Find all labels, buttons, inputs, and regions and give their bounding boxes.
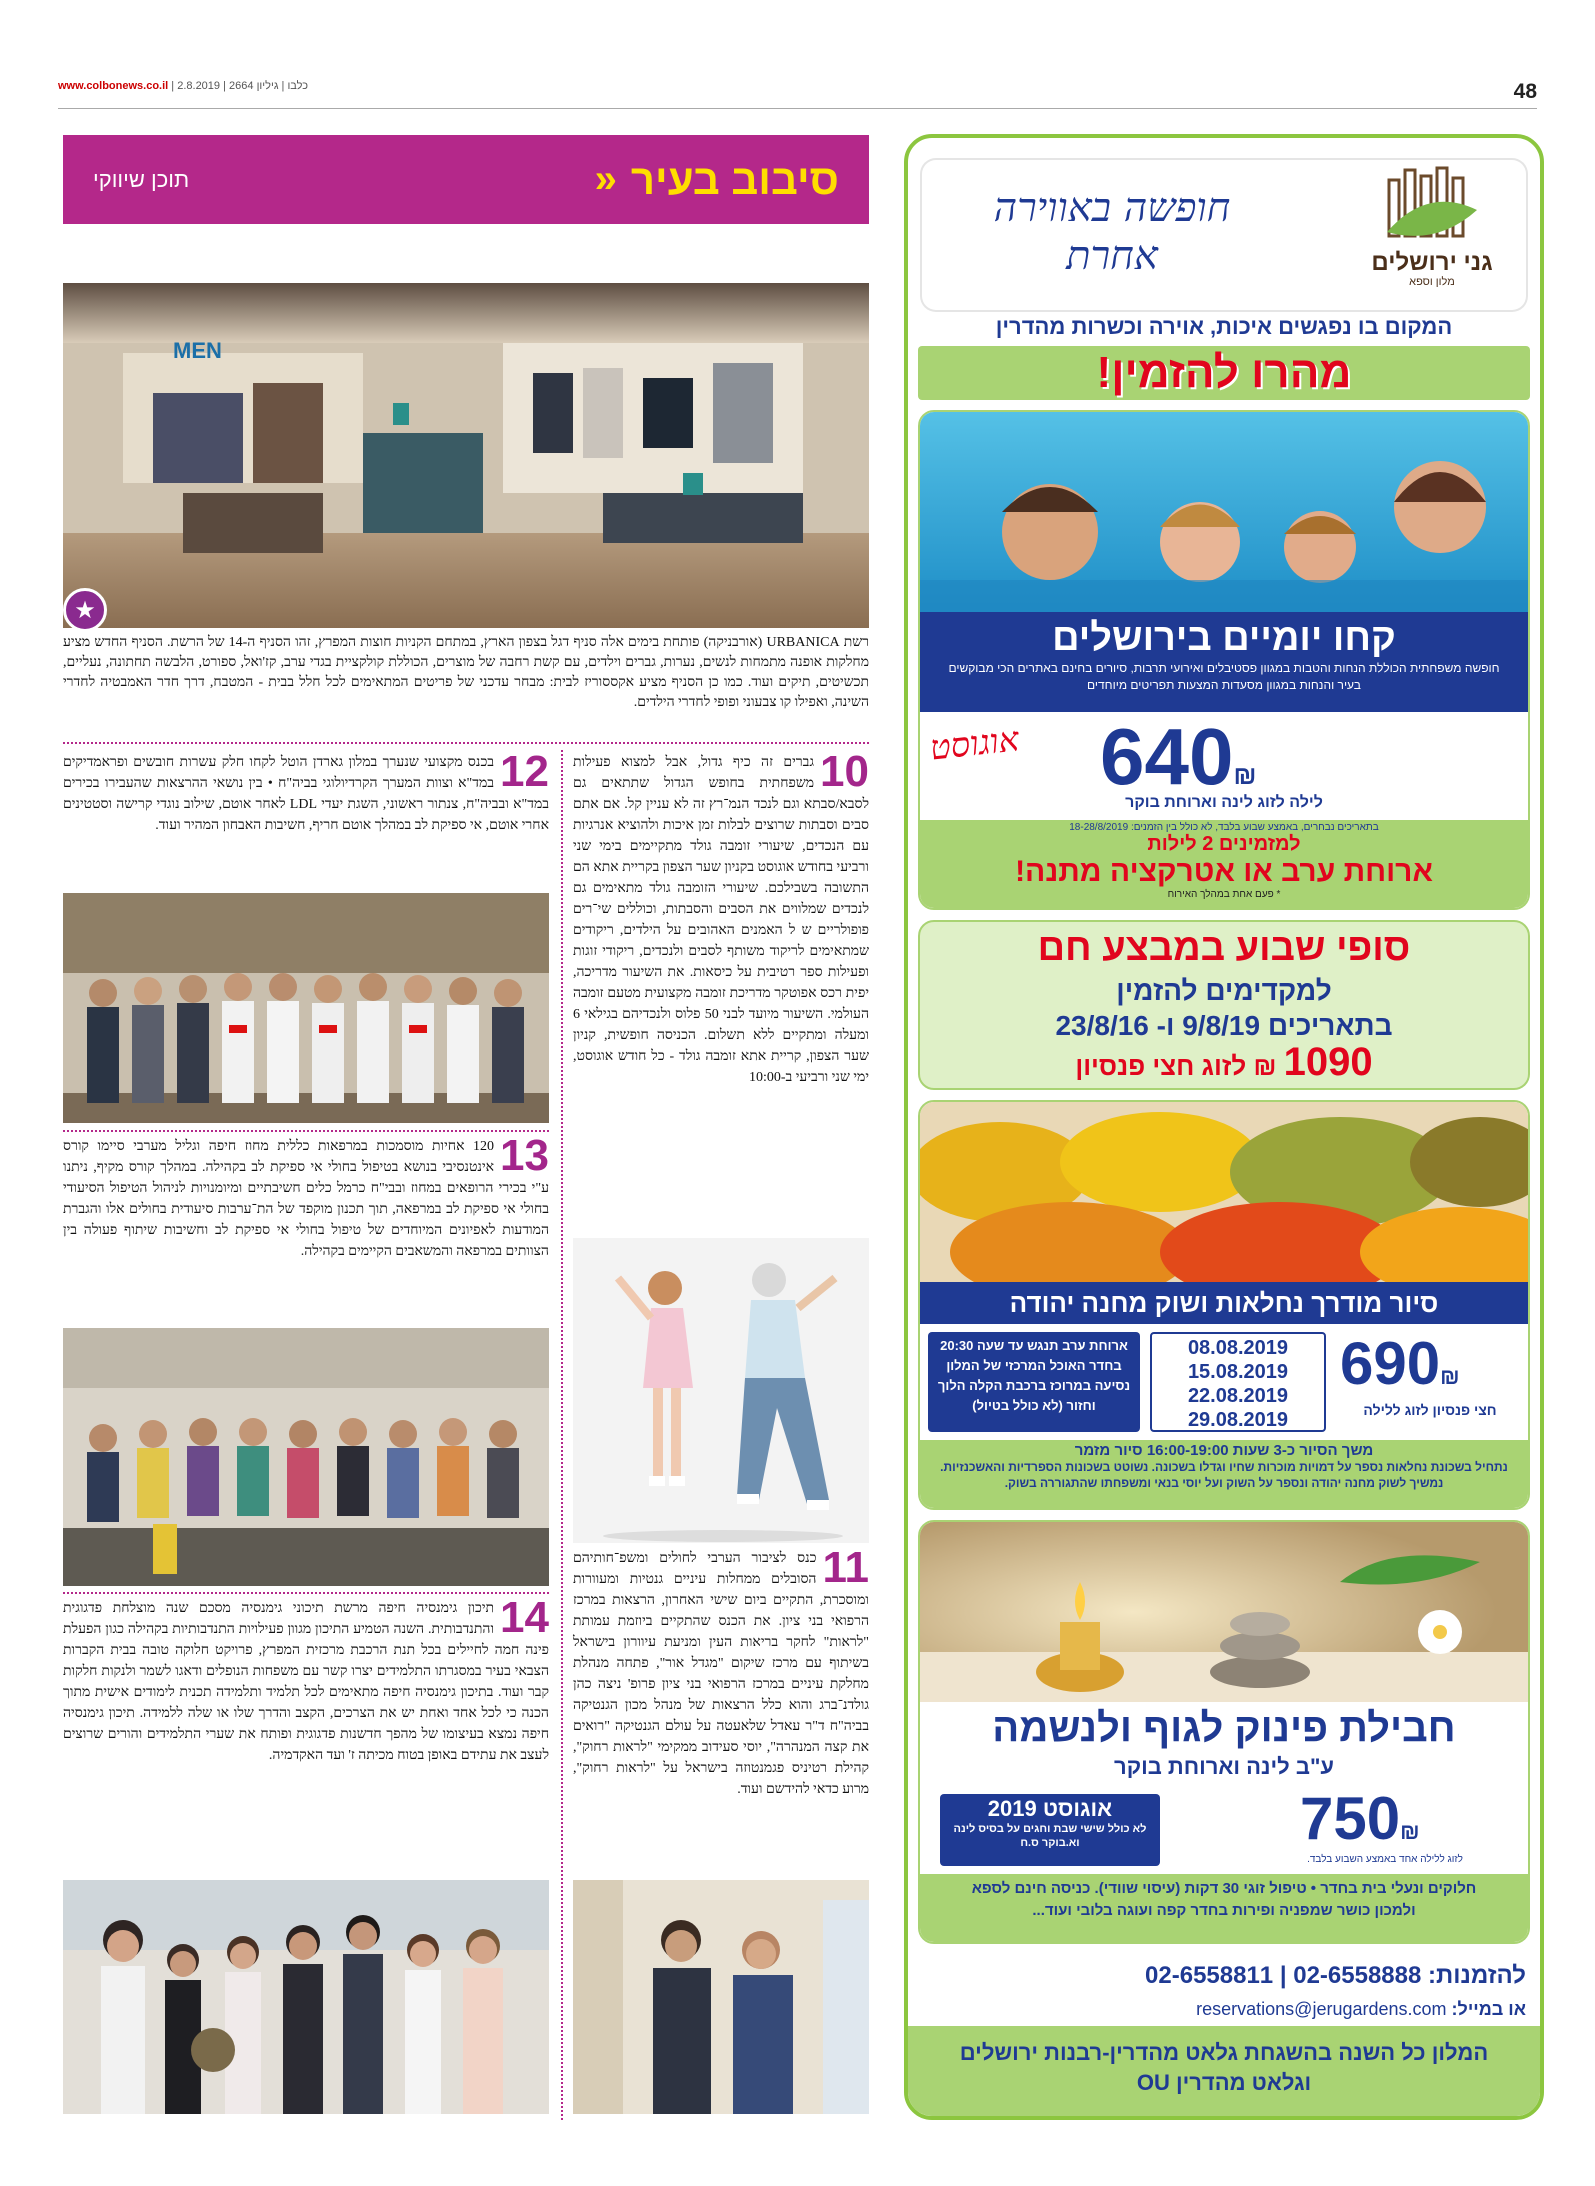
header-rule (58, 108, 1537, 109)
story-12: 12 בכנס מקצועי שנערך במלון גארדן הוטל לקחו חלק עשרות חובשים ופראמדיקים במד"א וצוות המערך הקרדיולוגי בביה"ח • בין נושאי ההרצאות שהעבירו בכירים במד"א ובביה"ח, צנתור ראשוני, השגת יעדי LDL לאחר אוטם, שילוב נוגדי קרישה וסטטינים אחרי אוטם, אי ספיקת לב במהלך אוטם חריף, חשיבות האבחון המהיר ועוד. (63, 747, 549, 833)
email-row (922, 1998, 1526, 2020)
hotel-name: גני ירושלים (1371, 249, 1493, 276)
double-chevron-icon: « (594, 157, 617, 201)
deal1-desc: חופשה משפחתית הכוללת הנחות והטבות במגוון פסטיבלים ואירועי תרבות, סיורים בחינם באתרים הכי מבוקשים בעיר והנחות במגוון מסעדות המצעות תפריטים מיוחדים (948, 661, 1500, 692)
store-interior-photo (63, 283, 869, 628)
conference-speakers-photo (573, 1880, 869, 2114)
deal4-sub: ע"ב לינה וארוחת בוקר (1114, 1754, 1334, 1779)
story-10: 10 גברים זה כיף גדול, אבל למצוא פעילות משפחתית בחופש הגדול שתתאים גם לסבא/סבתא וגם לנכד הנמ־רץ זה לא עניין קל. אם אתם סבים וסבתות שרוצים לבלות זמן איכות ולהוציא אנרגיות עם הנכדים, שיעורי זומבה גולד מתקיימים בימי שני ורביעי בחודש אוגוסט בקניון שער הצפון בקריית אתא הם התשובה בשבילכם. שיעורי הזומבה גולד מתאימים גם לנכדים שמלווים את הסבים והסבתות, וכוללים שי־רים פופולריים ש ל האמנים האהובים על הילדים, ריקודים שמתאימים לריקוד משותף לסבים ולנכדים, ריקודי זוגות ופעילות ספר רטיבית על כיסאות. את השיעור מדריכה, יפית רכס אפוטקר מדריכת זומבה מקצועית מטעם זומבה העולמי. השיעור מיועד לבני 50 פלוס ולנכדיהם בגילאי 6 ומעלה ומתקיים ללא תשלום. הכניסה חופשית, קניון שער הצפון, קריית אתא זומבה גולד - כל חודש אוגוסט, ימי שני ורביעי ב-10:00 (573, 747, 870, 1085)
ad-strapline: המקום בו נפגשים איכות, אוירה וכשרות מהדרין (995, 314, 1453, 339)
lead-caption: רשת URBANICA (אורבניקה) פותחת בימים אלה סניף דגל בצפון הארץ, במתחם הקניות חוצות המפרץ, זהו הסניף ה-14 של הרשת. הסניף החדש מציע מחלקות אופנה מתמחות לנשים, נערות, גברים וילדים, עם קשת רחבה של מוצרים, הכוללת קולקציית בגדי ערב, קז'ואל, ספורט, הלבשה תחתונה, נעליים, תכשיטים, תיקים ועוד. כמו כן הסניף מציע אקססוריז לבית: מבחר עדכני של פריטים המתאימים לכל חלל בבית - המטבח, דרך חדר האמבטיה לחדרי השינה, ואפילו קו צבעוני ופופי לחדרי הילדים. (63, 635, 870, 710)
story-number: 12 (500, 747, 549, 796)
deal3-per: חצי פנסיון לזוג ללילה (1363, 1402, 1497, 1418)
site-url[interactable]: www.colbonews.co.il | כלבו | גיליון 2664 | 2.8.2019 (58, 80, 309, 92)
phone-separator: | (1279, 1962, 1294, 1989)
deal4-price: 750₪ (1300, 1785, 1420, 1852)
ad-tagline: חופשה באווירה אחרת (993, 185, 1231, 279)
zumba-photo (573, 1238, 869, 1543)
buildings-leaf-icon (1377, 166, 1487, 246)
spices-photo (920, 1102, 1528, 1282)
deal1-promo-big: ארוחת ערב או אטרקציה מתנה! (1015, 855, 1433, 888)
deal3-time: משך הסיור כ-3 שעות 16:00-19:00 סיור מזמר (1074, 1442, 1374, 1459)
hotel-logo (1352, 166, 1512, 306)
deal-jerusalem-two-days (918, 410, 1530, 910)
paramedics-group-photo (63, 893, 549, 1123)
deal1-currency: ₪ (1233, 760, 1257, 790)
deal4-per: לזוג ללילה אחד באמצע השבוע בלבד. (1307, 1854, 1463, 1865)
deal4-title: חבילת פינוק לגוף ולנשמה (992, 1706, 1456, 1750)
spa-candle-photo (920, 1522, 1528, 1702)
deal3-details (920, 1326, 1528, 1438)
deal1-promo-panel (920, 820, 1528, 910)
deal1-price: 640₪ (1100, 712, 1257, 801)
booking-row (922, 1958, 1526, 1998)
deal4-includes: חלוקים ונעלי בית בחדר • טיפול זוגי 30 דקות (עיסוי שוודי). כניסה חינם לספא ולמכון כושר שמפניה ופירות בחדר קפה ועוגה בלובי ועוד... (920, 1874, 1528, 1944)
story-number: 11 (822, 1543, 869, 1592)
kashrut-footer: המלון כל השנה בהשגחת גלאט מהדרין-רבנות ירושלים וגלאט מהדרין OU (908, 2026, 1540, 2116)
story-11: 11 כנס לציבור הערבי לחולים ומשפ־חותיהם הסובלים ממחלות עיניים גנטיות ומעוורות ומוסכרת, התקיים ביום שישי האחרון, הרצאות במרכז הרפואי בני ציון. את הכנס שהתקיים ביוזמת עמותת "לראות" לחקר בריאות העין ומניעת עיוורון בישראל בשיתוף עם מרכז שיקום "מגדל אור", פתחה מנהלת מחלקת עיניים במרכז הרפואי בני ציון פרופ' ניצה כהן גולדנ־ברג והוא כלל הרצאות של מנהל מכון הגנטיקה בביה"ח ד"ר עאדל שלאעטה על עולם הגנטיקה "רואים את קצה המנהרה", יוסי סעידוב ממקימי "לראות רחוק", קהילת רטיניס פגמנטוזה בישראל על "לראות רחוק", מרוע כדאי להידשם ועוד. (573, 1543, 869, 1797)
deal3-date: 08.08.2019 (1187, 1337, 1289, 1359)
deal4-price-row (920, 1785, 1528, 1872)
dotted-divider (63, 742, 869, 744)
booking-label: להזמנות: (1428, 1962, 1526, 1989)
deal-weekend (918, 920, 1530, 1090)
deal2-sub: למקדימים להזמין (1116, 975, 1332, 1006)
section-title: סיבוב בעיר « (594, 155, 839, 203)
deal4-exclusions: לא כולל שישי שבת וחגים על בסיס לינה וא.בוקר ס.ח (953, 1823, 1147, 1849)
deal3-info-box: ארוחת ערב תנגש עד שעה 20:30 בחדר האוכל המרכזי של המלון נסיעה במרוכז ברכבת הקלה הלוך וחזור (לא כולל בטיול) (928, 1332, 1140, 1432)
hotel-subname: מלון וספא (1409, 276, 1455, 288)
deal1-per: לילה לזוג לינה וארוחת בוקר (1125, 794, 1323, 811)
deal2-price-line (920, 1040, 1528, 1084)
hotel-advertisement (904, 134, 1544, 2120)
deal2-currency: ₪ (1253, 1051, 1277, 1081)
email-label: או במייל: (1451, 1999, 1526, 2019)
deal4-currency: ₪ (1400, 1819, 1420, 1844)
story-14: 14 תיכון גימנסיה חיפה מרשת תיכוני גימנסיה מסכם שנה מוצלחת פדגוגית והתנדבותית. השנה הטמיע התיכון מגוון פעילויות התנדבותיות בקהילה כגון הפעלת פינה חמה לחיילים בכל תנת הרכבת מרכזית המפרץ, פרויקט חלוקה טובה בבית הקברות הצבאי בעיר במסגרתו התלמידים יצרו קשר עם משפחות הנופלים ודאגו לשמר ולנקות חלקות קבר ועוד. בתיכון גימנסיה חיפה מתאימים לכל תלמיד ותלמידה תכנית לימודים אישית מתוך הכנה כי לכל אחד ואחת יש את הצרכים, הקצב והדרך שלו או שלה ללמידה. תיכון גימנסיה חיפה נמצא בעיצומו של מהפך חדשנות פדגוגית ופותח את שערי התלמידים והורים שרוצים לעצב את עתידם באופן בטוח מכיתה ז' ועד האקדמיה. (63, 1593, 549, 1763)
phone-secondary[interactable]: 02-6558888 (1293, 1962, 1422, 1989)
deal3-date: 22.08.2019 (1187, 1385, 1289, 1407)
deal1-title: קחו יומיים בירושלים (1052, 617, 1396, 659)
deal3-date: 29.08.2019 (1187, 1409, 1289, 1431)
deal3-desc-panel (920, 1440, 1528, 1510)
family-pool-photo (920, 412, 1528, 612)
deal1-terms: בתאריכים נבחרים, באמצע שבוע בלבד, לא כולל בין הזמנים: 18-28/8/2019 (1069, 822, 1379, 833)
deal2-per: לזוג חצי פנסיון (1075, 1051, 1247, 1081)
hurry-banner: מהרו להזמין! (918, 346, 1530, 400)
column-divider (561, 750, 563, 2120)
booking-email[interactable]: reservations@jerugardens.com (1196, 1999, 1447, 2019)
deal3-date: 15.08.2019 (1187, 1361, 1289, 1383)
dotted-divider (63, 1592, 549, 1594)
deal1-price-row (920, 712, 1528, 816)
deal4-month: אוגוסט 2019 (987, 1796, 1113, 1821)
deal1-promo-note: * פעם אחת במהלך האירוח (1167, 889, 1281, 900)
deal1-promo-small: למזמינים 2 לילות (1147, 833, 1301, 855)
section-banner (63, 135, 869, 224)
sponsored-label: תוכן שיווקי (93, 166, 190, 192)
deal2-title: סופי שבוע במבצע חם (1037, 927, 1411, 969)
story-13: 13 120 אחיות מוסמכות במרפאות כללית מחוז חיפה וגליל מערבי סיימו קורס אינטנסיבי בנושא בטיפול בחולי אי ספיקת לב בקהילה. במהלך קורס מקיף, ניתנו ע"י בכירי הרופאים במחוז ובבי"ח כרמל כלים חשיבתיים ומיומנויות לניהול הטיפול הסיעודי בחולי אי ספיקת לב במרפאה, תוך תכנון מוקפד של הת־ערבות סיעודית בחולים אלו והגברת המודעות לאפיונים המיוחדים של טיפול בחולי אי ספיקת לב וחשיבות שיתוף פעולה בין הצוותים במרפאה והמשאבים הקיימים בקהילה. (63, 1131, 549, 1259)
deal4-title-area (920, 1702, 1528, 1792)
story-number: 13 (500, 1131, 549, 1180)
nurses-group-photo (63, 1328, 549, 1586)
svg-text:MEN: MEN (173, 338, 222, 363)
deal1-title-bar (920, 612, 1528, 712)
issue-meta: | כלבו | גיליון 2664 | 2.8.2019 (168, 80, 309, 92)
phone-primary[interactable]: 02-6558811 (1145, 1962, 1274, 1989)
story-number: 10 (820, 747, 869, 796)
deal3-currency: ₪ (1440, 1364, 1460, 1389)
deal3-desc: נתחיל בשכונת נחלאות נספר על דמויות מוכרות שחיו וגדלו בשכונה. נשוטט בשכונות הספרדיות והאשכנזיות. נמשיך לשוק מחנה יהודה ונספר על השוק ועל יוסי בנאי ומשפחתו שהתגוררה בשוק. (940, 1460, 1508, 1490)
deal2-dates: בתאריכים 9/8/19 ו- 23/8/16 (1055, 1010, 1393, 1041)
deal4-month-box (940, 1794, 1160, 1866)
deal1-month-script: אוגוסט (928, 719, 1021, 769)
story-number: 14 (500, 1593, 549, 1642)
deal2-price: 1090 (1283, 1040, 1373, 1084)
deal-guided-tour (918, 1100, 1530, 1510)
deal3-title: סיור מודרך נחלאות ושוק מחנה יהודה (920, 1282, 1528, 1324)
dotted-divider (63, 1130, 549, 1132)
ad-header-box (922, 160, 1526, 310)
page-number: 48 (1513, 80, 1537, 103)
deal3-date-list (1150, 1332, 1326, 1432)
star-icon: ★ (63, 588, 107, 632)
deal-spa (918, 1520, 1530, 1944)
deal3-price: 690₪ (1340, 1330, 1460, 1397)
students-group-photo (63, 1880, 549, 2114)
